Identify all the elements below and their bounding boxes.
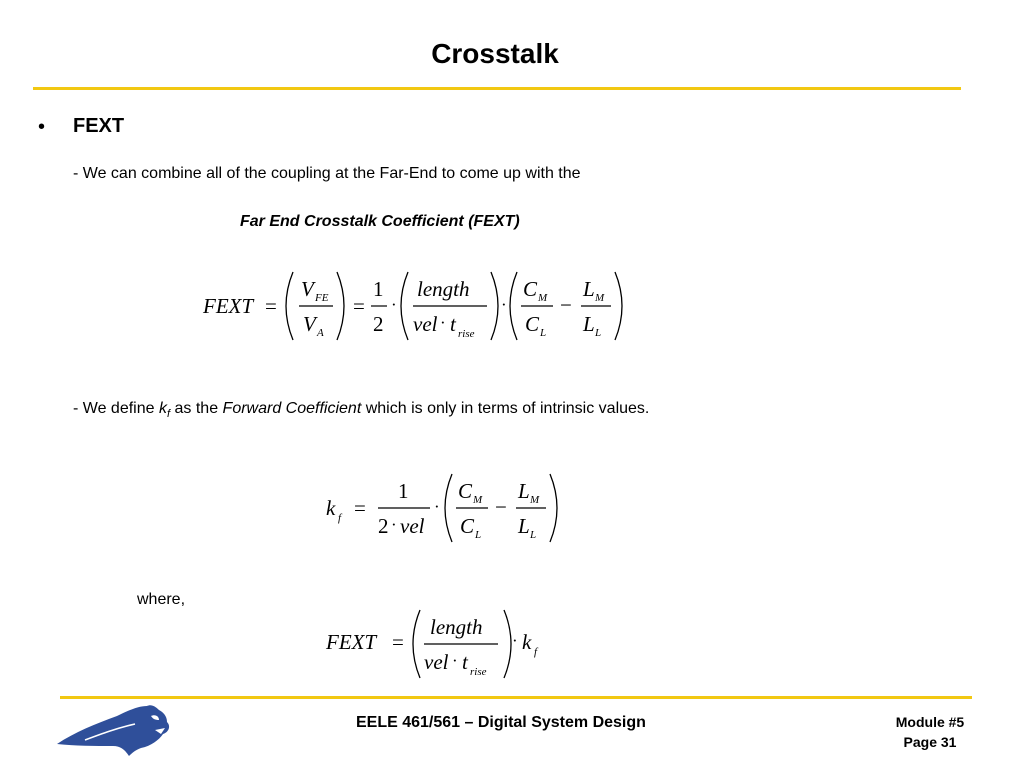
eq3-vel: vel xyxy=(424,650,449,674)
eq2-cl-sub: L xyxy=(475,529,482,541)
forward-coefficient-term: Forward Coefficient xyxy=(222,400,362,417)
definition-prefix: - We define xyxy=(73,400,155,417)
module-number: Module #5 xyxy=(895,714,965,730)
section-heading: FEXT xyxy=(73,115,125,137)
eq2-ll-sub: L xyxy=(530,529,537,541)
eq1-two: 2 xyxy=(373,312,384,336)
eq1-paren-left-2 xyxy=(401,272,408,340)
eq3-rise-sub: rise xyxy=(470,666,487,678)
eq1-paren-right-3 xyxy=(615,272,622,340)
eq2-equals: = xyxy=(354,496,366,520)
eq1-paren-left-3 xyxy=(510,272,517,340)
eq1-length: length xyxy=(417,277,470,301)
eq2-dot-2: · xyxy=(434,497,440,516)
eq3-fext-label: FEXT xyxy=(326,630,377,654)
eq1-cl-sub: L xyxy=(540,327,547,339)
kf-equation xyxy=(322,470,572,546)
eq1-t: t xyxy=(450,312,456,336)
footer-divider xyxy=(60,696,972,699)
eq1-paren-right xyxy=(337,272,344,340)
eq3-length: length xyxy=(430,615,483,639)
eq1-minus: − xyxy=(560,293,572,317)
eq1-v-fe-sub: FE xyxy=(315,292,329,304)
eq1-dot-2: · xyxy=(440,313,446,332)
eq1-equals: = xyxy=(265,294,277,318)
eq2-two: 2 xyxy=(378,514,389,538)
eq1-equals-2: = xyxy=(353,294,365,318)
eq2-cl: C xyxy=(460,514,475,538)
eq1-cl: C xyxy=(525,312,540,336)
eq2-minus: − xyxy=(495,495,507,519)
eq1-v: V xyxy=(301,277,314,301)
eq2-vel: vel xyxy=(400,514,425,538)
eq2-paren-right xyxy=(550,474,557,542)
eq2-k: k xyxy=(326,496,336,520)
eq3-equals: = xyxy=(392,630,404,654)
eq1-paren-left xyxy=(286,272,293,340)
eq1-vel: vel xyxy=(413,312,438,336)
fext-equation xyxy=(195,268,635,346)
eq1-fext-label: FEXT xyxy=(203,294,254,318)
where-text: where, xyxy=(137,591,186,608)
eq2-one: 1 xyxy=(398,479,409,503)
eq3-dot-2: · xyxy=(512,631,518,650)
eq2-ll: L xyxy=(518,514,530,538)
eq2-k-sub: f xyxy=(338,512,342,524)
eq3-dot: · xyxy=(452,651,458,670)
eq3-paren-left xyxy=(413,610,420,678)
eq3-k-sub: f xyxy=(534,646,538,658)
eq1-lm-sub: M xyxy=(595,292,605,304)
eq1-one: 1 xyxy=(373,277,384,301)
eq2-cm-sub: M xyxy=(473,494,483,506)
bobcat-logo-icon xyxy=(55,702,173,758)
eq3-k: k xyxy=(522,630,532,654)
definition-suffix: which is only in terms of intrinsic values. xyxy=(365,400,650,417)
bullet-marker: • xyxy=(38,116,46,138)
kf-subscript: f xyxy=(166,408,171,421)
module-page-info xyxy=(880,712,980,752)
eq1-ll-sub: L xyxy=(595,327,602,339)
eq3-paren-right xyxy=(504,610,511,678)
intro-text: - We can combine all of the coupling at the Far-End to come up with the xyxy=(73,165,581,182)
fext-kf-equation xyxy=(322,606,552,682)
eq2-dot: · xyxy=(391,515,397,534)
eq1-cm: C xyxy=(523,277,538,301)
eq2-cm: C xyxy=(458,479,473,503)
definition-mid: as the xyxy=(174,400,219,417)
eq3-t: t xyxy=(462,650,468,674)
definition-text xyxy=(73,400,649,420)
eq1-paren-right-2 xyxy=(491,272,498,340)
eq1-va-sub: A xyxy=(317,327,324,339)
eq1-va: V xyxy=(303,312,316,336)
eq1-cm-sub: M xyxy=(538,292,548,304)
page-number: Page 31 xyxy=(903,734,957,750)
slide-title: Crosstalk xyxy=(431,38,559,69)
eq1-ll: L xyxy=(583,312,595,336)
eq1-rise-sub: rise xyxy=(458,328,475,340)
title-divider xyxy=(33,87,961,90)
eq1-dot-3: · xyxy=(501,295,507,314)
coefficient-name: Far End Crosstalk Coefficient (FEXT) xyxy=(240,213,520,230)
eq1-dot: · xyxy=(391,295,397,314)
course-title: EELE 461/561 – Digital System Design xyxy=(356,714,646,731)
kf-symbol: k xyxy=(158,400,167,417)
eq1-lm: L xyxy=(583,277,595,301)
eq2-paren-left xyxy=(445,474,452,542)
eq2-lm-sub: M xyxy=(530,494,540,506)
eq2-lm: L xyxy=(518,479,530,503)
